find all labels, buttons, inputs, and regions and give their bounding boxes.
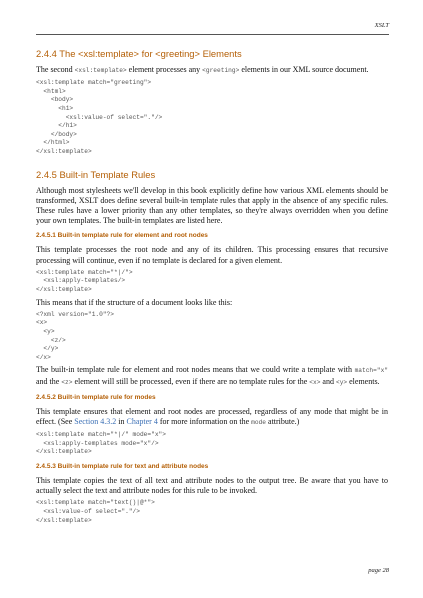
page-number: page 28 [368, 567, 389, 574]
inline-code: match="x" [354, 367, 388, 375]
code-block-mode-rule: <xsl:template match="*|/" mode="x"> <xsl:apply-templates mode="x"/> </xsl:template> [36, 431, 166, 456]
code-block-greeting-template: <xsl:template match="greeting"> <html> <body> <h1> <xsl:value-of select="."/> </h1> </body> </html> </xsl:template> [36, 79, 163, 155]
section-2-4-5-3-paragraph: This template copies the text of all text and attribute nodes to the output tree. Be aware that you have to actually select the text and attribute nodes for this rule to be invoked. [36, 475, 388, 496]
section-heading-2-4-5-2: 2.4.5.2 Built-in template rule for modes [36, 393, 156, 401]
inline-code: <xsl:template> [74, 67, 127, 74]
section-2-4-4-paragraph: The second <xsl:template> element processes any <greeting> elements in our XML source document. [36, 65, 369, 74]
section-heading-2-4-5: 2.4.5 Built-in Template Rules [36, 168, 156, 180]
section-2-4-5-1-paragraph-1: This template processes the root node and any of its children. This processing ensures that recursive processing will continue, even if no template is declared for a given element. [36, 245, 388, 265]
section-2-4-5-paragraph: Although most stylesheets we'll develop in this book explicitly define how various XML elements should be transformed, XSLT does define several built-in template rules that apply in the absence of any specific rules. These rules have a lower priority than any other templates, so they're always overridden when you define your own templates. The built-in templates are listed here. [36, 185, 388, 226]
inline-code: <y> [335, 378, 348, 386]
inline-code: <x> [309, 378, 321, 386]
section-heading-2-4-4: 2.4.4 The <xsl:template> for <greeting> Elements [36, 48, 242, 59]
section-2-4-5-1-paragraph-2: This means that if the structure of a document looks like this: [36, 297, 233, 307]
link-chapter-4[interactable]: Chapter 4 [126, 416, 158, 426]
running-title: XSLT [374, 22, 389, 29]
section-heading-2-4-5-1: 2.4.5.1 Built-in template rule for element and root nodes [36, 232, 208, 240]
page-header [36, 12, 389, 35]
code-block-element-root-rule: <xsl:template match="*|/"> <xsl:apply-templates/> </xsl:template> [36, 268, 133, 293]
inline-code: <greeting> [202, 67, 240, 74]
section-2-4-5-1-paragraph-3: The built-in template rule for element and root nodes means that we could write a template with match="x" and the <z> element will still be processed, even if there are no template rules for the <x> and <y> elements. [36, 365, 388, 386]
code-block-text-attribute-rule: <xsl:template match="text()|@*"> <xsl:value-of select="."/> </xsl:template> [36, 499, 155, 524]
inline-code: mode [251, 418, 267, 426]
section-heading-2-4-5-3: 2.4.5.3 Built-in template rule for text and attribute nodes [36, 462, 209, 470]
code-block-xml-document: <?xml version="1.0"?> <x> <y> <z/> </y> </x> [36, 310, 114, 361]
section-2-4-5-2-paragraph: This template ensures that element and root nodes are processed, regardless of any mode that might be in effect. (See Section 4.3.2 in Chapter 4 for more information on the mode attribute.) [36, 406, 388, 426]
inline-code: <z> [61, 378, 73, 386]
page-content [36, 36, 388, 528]
link-section-4-3-2[interactable]: Section 4.3.2 [74, 416, 117, 426]
